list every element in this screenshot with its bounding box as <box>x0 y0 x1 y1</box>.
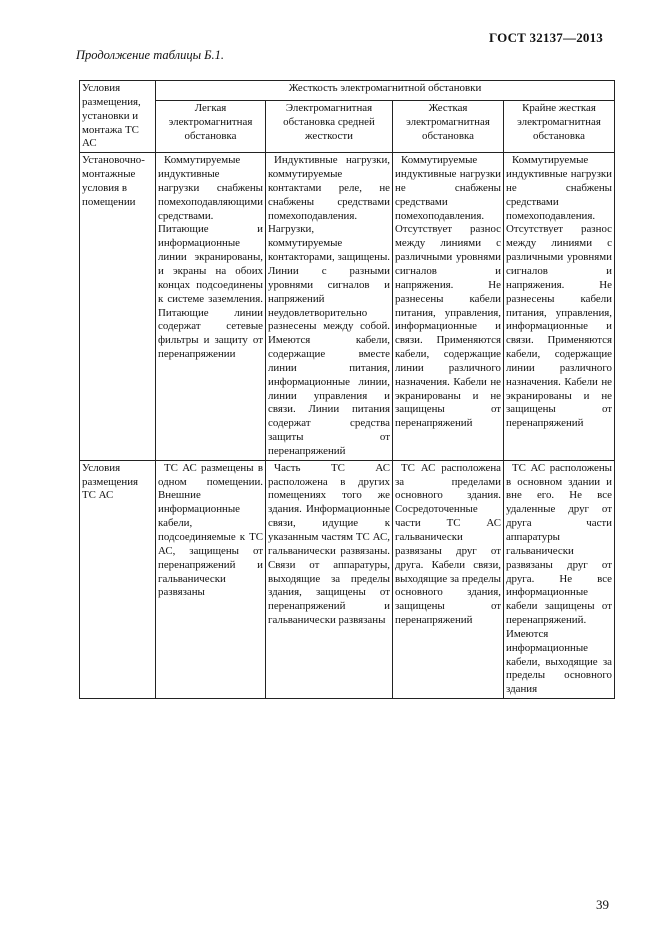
table-subheader-row <box>80 100 615 152</box>
column-header-medium: Электромагнитная обстановка средней жесткости <box>266 100 393 152</box>
group-header-cell: Жесткость электромагнитной обстановки <box>156 81 615 101</box>
corner-header-cell: Условия размещения, установки и монтажа ТС АС <box>80 81 156 153</box>
table-cell: ТС АС расположена за пределами основного здания. Сосредоточенные части ТС АС гальванически развязаны друг от друга. Кабели связи, выходящие за пределы основного здания, защищены от перенапряжений <box>393 460 504 698</box>
table-cell: Коммутируемые индуктивные нагрузки не снабжены средствами помехоподавления. Отсутствует разнос между линиями с различными уровнями сигналов и напряжения. Не разнесены кабели питания, управления, информационные и связи. Применяются кабели, содержащие линии различного назначения. Кабели не экранированы и не защищены от перенапряжений <box>393 153 504 461</box>
table-continuation-caption: Продолжение таблицы Б.1. <box>76 48 225 62</box>
page-number: 39 <box>596 897 609 912</box>
table-cell: Часть ТС АС расположена в других помещениях того же здания. Информационные связи, идущие к указанным частям ТС АС, гальванически развязаны. Связи от аппаратуры, выходящие за пределы здания, защищены от перенапряжений и гальванически развязаны <box>266 460 393 698</box>
table-cell: Коммутируемые индуктивные нагрузки не снабжены средствами помехоподавления. Отсутствует разнос между линиями с различными уровнями сигналов и напряжения. Не разнесены кабели питания, управления, информационные и связи. Применяются кабели, содержащие линии различного назначения. Кабели не экранированы и не защищены от перенапряжений <box>504 153 615 461</box>
table-row <box>80 153 615 461</box>
column-header-extreme: Крайне жесткая электромагнитная обстановка <box>504 100 615 152</box>
row-label-cell: Условия размещения ТС АС <box>80 460 156 698</box>
table-cell: Индуктивные нагрузки, коммутируемые контактами реле, не снабжены средствами помехоподавления. Нагрузки, коммутируемые контакторами, защищены. Линии с разными уровнями сигналов и напряжений неудовлетворительно разнесены между собой. Имеются кабели, содержащие вместе линии питания, информационные линии, линии управления и связи. Линии питания содержат средства защиты от перенапряжений <box>266 153 393 461</box>
table-row <box>80 460 615 698</box>
document-standard-header: ГОСТ 32137—2013 <box>488 30 603 45</box>
column-header-light: Легкая электромагнитная обстановка <box>156 100 266 152</box>
table-header-row <box>80 81 615 101</box>
column-header-severe: Жесткая электромагнитная обстановка <box>393 100 504 152</box>
row-label-cell: Установочно-монтажные условия в помещении <box>80 153 156 461</box>
table-cell: ТС АС расположены в основном здании и вне его. Не все удаленные друг от друга части аппаратуры гальванически развязаны друг от друга. Не все информационные кабели защищены от перенапряжений. Имеются информационные кабели, выходящие за пределы основного здания <box>504 460 615 698</box>
table-cell: ТС АС размещены в одном помещении. Внешние информационные кабели, подсоединяемые к ТС АС, защищены от перенапряжений и гальванически развязаны <box>156 460 266 698</box>
table-cell: Коммутируемые индуктивные нагрузки снабжены помехоподавляющими средствами. Питающие и информационные линии экранированы, и экраны на обоих концах подсоединены к системе заземления. Питающие линии содержат сетевые фильтры и защиту от перенапряжении <box>156 153 266 461</box>
conditions-table <box>79 80 615 699</box>
